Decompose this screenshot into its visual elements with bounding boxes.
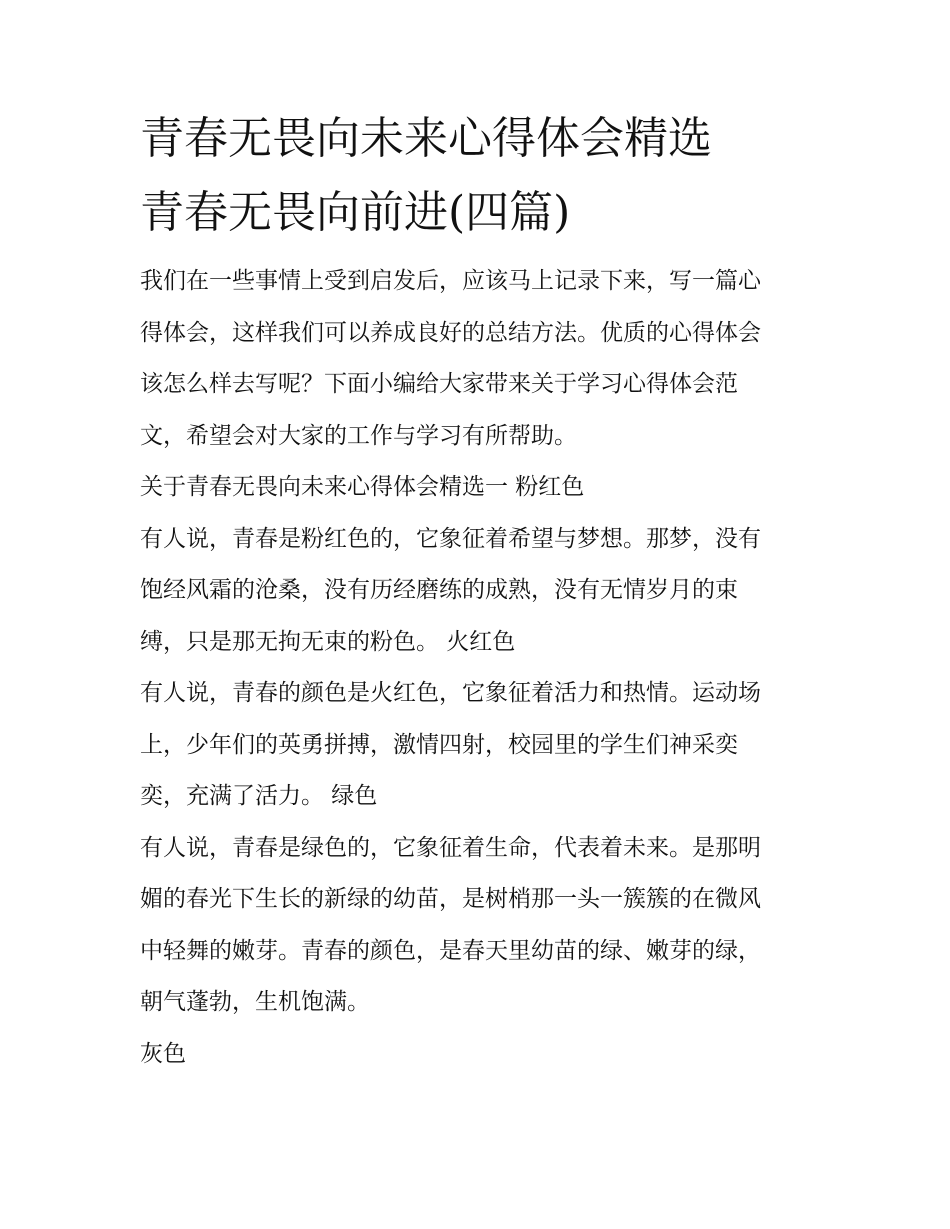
body-line: 我们在一些事情上受到启发后，应该马上记录下来，写一篇心	[140, 268, 761, 294]
document-page	[140, 112, 820, 1086]
body-line: 奕，充满了活力。 绿色	[140, 783, 378, 809]
body-line: 缚，只是那无拘无束的粉色。 火红色	[140, 628, 516, 655]
body-line: 有人说，青春是粉红色的，它象征着希望与梦想。那梦，没有	[140, 525, 761, 552]
title-line-2: 青春无畏向前进(四篇)	[140, 187, 571, 238]
title-line-1: 青春无畏向未来心得体会精选	[140, 113, 712, 164]
body-line: 朝气蓬勃，生机饱满。	[140, 989, 370, 1015]
body-line: 得体会，这样我们可以养成良好的总结方法。优质的心得体会	[140, 319, 761, 346]
section-heading: 灰色	[140, 1040, 186, 1067]
body-line: 该怎么样去写呢？下面小编给大家带来关于学习心得体会范	[140, 371, 738, 397]
body-line: 上，少年们的英勇拼搏，激情四射，校园里的学生们神采奕	[140, 731, 738, 758]
body-line: 有人说，青春是绿色的，它象征着生命，代表着未来。是那明	[140, 834, 761, 861]
document-body	[140, 262, 820, 1073]
body-line: 饱经风霜的沧桑，没有历经磨练的成熟，没有无情岁月的束	[140, 577, 738, 603]
body-line: 中轻舞的嫩芽。青春的颜色，是春天里幼苗的绿、嫩芽的绿，	[140, 937, 761, 964]
body-line: 文，希望会对大家的工作与学习有所帮助。	[140, 422, 577, 449]
document-title	[140, 112, 820, 240]
section-heading: 关于青春无畏向未来心得体会精选一 粉红色	[140, 474, 585, 500]
body-line: 有人说，青春的颜色是火红色，它象征着活力和热情。运动场	[140, 680, 761, 706]
body-line: 媚的春光下生长的新绿的幼苗，是树梢那一头一簇簇的在微风	[140, 886, 761, 912]
